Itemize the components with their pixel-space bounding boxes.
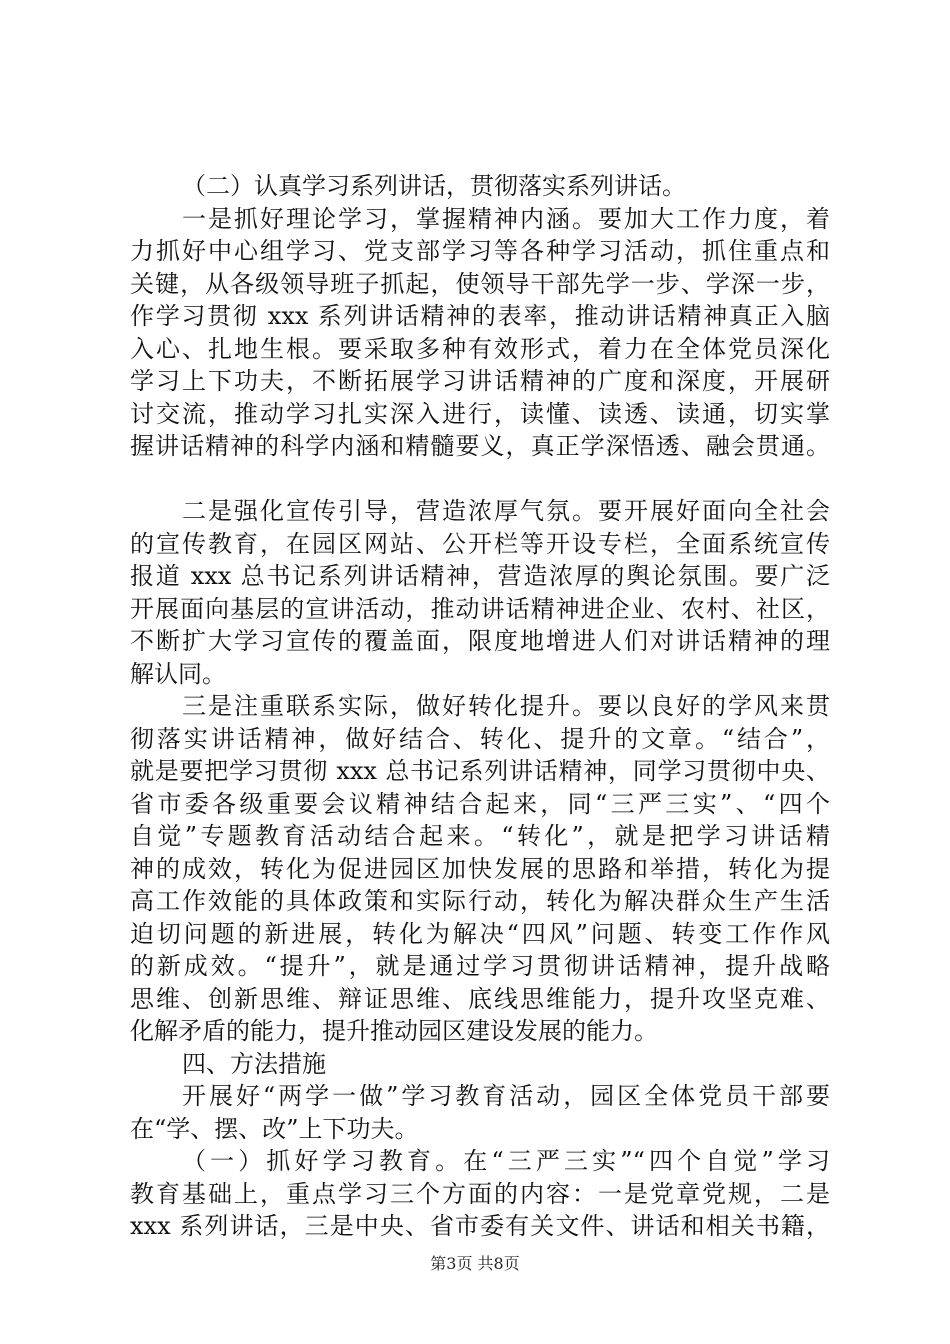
body-line: 自觉”专题教育活动结合起来。“转化”，就是把学习讲话精 (130, 822, 830, 850)
body-line: 思维、创新思维、辩证思维、底线思维能力，提升攻坚克难、 (130, 984, 830, 1013)
body-line: 彻落实讲话精神，做好结合、转化、提升的文章。“结合”， (130, 724, 830, 753)
body-line: 的新成效。“提升”，就是通过学习贯彻讲话精神，提升战略 (130, 952, 830, 980)
document-body (130, 170, 830, 1243)
body-line: 化解矛盾的能力，提升推动园区建设发展的能力。 (130, 1017, 658, 1045)
body-line: 省市委各级重要会议精神结合起来，同“三严三实”、“四个 (130, 789, 830, 818)
body-line: 不断扩大学习宣传的覆盖面，限度地增进人们对讲话精神的理 (130, 627, 830, 655)
page-number-footer: 第3页 共8页 (430, 1254, 520, 1273)
body-line: xxx 系列讲话，三是中央、省市委有关文件、讲话和相关书籍， (130, 1212, 830, 1240)
body-line: 教育基础上，重点学习三个方面的内容：一是党章党规，二是 (130, 1179, 830, 1208)
body-line: 的宣传教育，在园区网站、公开栏等开设专栏，全面系统宣传 (130, 529, 830, 558)
body-line: 在“学、摆、改”上下功夫。 (130, 1114, 419, 1143)
body-line: 就是要把学习贯彻 xxx 总书记系列讲话精神，同学习贯彻中央、 (130, 757, 830, 785)
body-line: 报道 xxx 总书记系列讲话精神，营造浓厚的舆论氛围。要广泛 (130, 562, 830, 590)
body-line: 神的成效，转化为促进园区加快发展的思路和举措，转化为提 (130, 854, 830, 883)
body-line: 力抓好中心组学习、党支部学习等各种学习活动，抓住重点和 (130, 237, 830, 265)
body-line: （二）认真学习系列讲话，贯彻落实系列讲话。 (182, 172, 686, 200)
body-line: 关键，从各级领导班子抓起，使领导干部先学一步、学深一步， (130, 269, 830, 298)
body-line: 开展面向基层的宣讲活动，推动讲话精神进企业、农村、社区， (130, 594, 830, 623)
section-heading: 四、方法措施 (182, 1049, 326, 1078)
body-line: 解认同。 (130, 659, 226, 688)
body-line: 讨交流，推动学习扎实深入进行，读懂、读透、读通，切实掌 (130, 399, 830, 428)
body-line: 一是抓好理论学习，掌握精神内涵。要加大工作力度，着 (182, 204, 830, 233)
body-line: 学习上下功夫，不断拓展学习讲话精神的广度和深度，开展研 (130, 367, 830, 395)
body-line: 三是注重联系实际，做好转化提升。要以良好的学风来贯 (182, 692, 830, 720)
body-line: 高工作效能的具体政策和实际行动，转化为解决群众生产生活 (130, 887, 830, 915)
body-line: 二是强化宣传引导，营造浓厚气氛。要开展好面向全社会 (182, 497, 830, 525)
body-line: 入心、扎地生根。要采取多种有效形式，着力在全体党员深化 (130, 334, 830, 363)
paragraph-gap (130, 463, 830, 496)
body-line: 握讲话精神的科学内涵和精髓要义，真正学深悟透、融会贯通。 (130, 432, 830, 460)
body-line: 开展好“两学一做”学习教育活动，园区全体党员干部要 (182, 1082, 830, 1110)
body-line: 迫切问题的新进展，转化为解决“四风”问题、转变工作作风 (130, 919, 830, 948)
body-line: （一）抓好学习教育。在“三严三实”“四个自觉”学习 (182, 1147, 830, 1175)
body-line: 作学习贯彻 xxx 系列讲话精神的表率，推动讲话精神真正入脑 (130, 302, 830, 330)
